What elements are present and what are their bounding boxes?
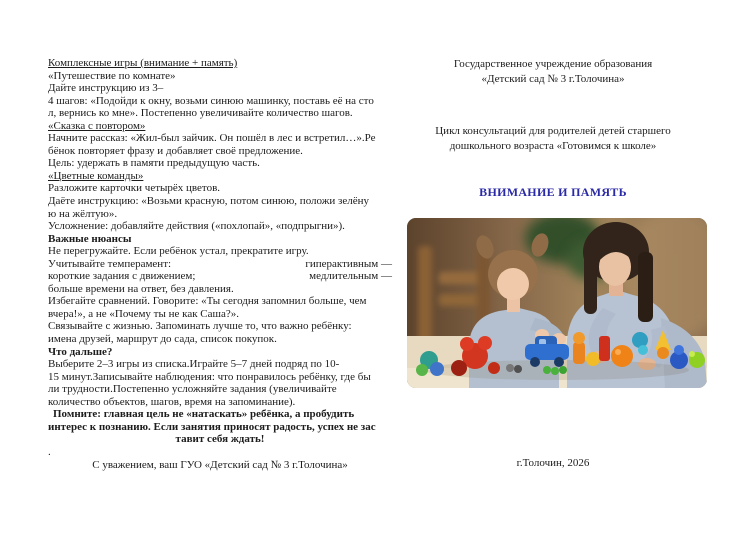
- org-line-1: Государственное учреждение образования: [453, 58, 653, 70]
- heading-important-nuances: Важные нюансы: [48, 232, 132, 245]
- text-line: Связывайте с жизнью. Запоминать лучше то, что важно ребёнку:: [48, 320, 352, 333]
- text-line-justified: [48, 270, 392, 283]
- photo-mother-child-playing: [407, 218, 707, 388]
- text-left: Учитывайте темперамент:: [48, 257, 172, 270]
- text-line: Начните рассказ: «Жил-был зайчик. Он пошёл в лес и встретил…».Ре: [48, 132, 376, 145]
- text-line: количество объектов, шагов, время на запоминание).: [48, 395, 296, 408]
- footer-place-year: г.Толочин, 2026: [516, 457, 590, 469]
- text-line-justified: [48, 258, 392, 271]
- text-line: Избегайте сравнений. Говорите: «Ты сегодня запомнил больше, чем: [48, 295, 367, 308]
- heading-complex-games: Комплексные игры (внимание + память): [48, 57, 238, 69]
- text-line: 15 минут.Записывайте наблюдения: что понравилось ребёнку, где бы: [48, 370, 371, 383]
- text-line: больше времени на ответ, без давления.: [48, 282, 234, 295]
- stray-dot: .: [48, 445, 51, 458]
- text-line: Выберите 2–3 игры из списка.Играйте 5–7 дней подряд по 10-: [48, 358, 340, 371]
- text-line: Усложнение: добавляйте действия («похлопай», «подпрыгни»).: [48, 220, 345, 233]
- text-line: 4 шагов: «Подойди к окну, возьми синюю машинку, поставь её на сто: [48, 94, 374, 107]
- text-line: Даёте инструкцию: «Возьми красную, потом синюю, положи зелёну: [48, 195, 369, 208]
- heading-color-commands: «Цветные команды»: [48, 169, 144, 182]
- reminder-bold-line: Помните: главная цель не «натаскать» ребёнка, а пробудить: [53, 408, 355, 421]
- text-line: вчера!», а не «Почему ты не как Саша?».: [48, 307, 239, 320]
- organization-name: [398, 57, 708, 87]
- series-line-1: Цикл консультаций для родителей детей старшего: [435, 125, 671, 137]
- reminder-bold-line: интерес к познанию. Если занятия приносят радость, успех не зас: [48, 420, 376, 433]
- text-line: л, вернись ко мне». Постепенно увеличивайте количество шагов.: [48, 107, 353, 120]
- series-line-2: дошкольного возраста «Готовимся к школе»: [449, 139, 657, 152]
- reminder-bold-line: тавит себя ждать!: [175, 433, 265, 446]
- text-right: гиперактивным —: [305, 257, 392, 270]
- text-line: Дайте инструкцию из 3–: [48, 82, 164, 95]
- text-right: медлительным —: [309, 270, 392, 283]
- text-line: Цель: удержать в памяти предыдущую часть.: [48, 157, 260, 170]
- heading-what-next: Что дальше?: [48, 345, 113, 358]
- left-column: [48, 57, 392, 471]
- text-line: ю на жёлтую».: [48, 207, 118, 220]
- text-line: Не перегружайте. Если ребёнок устал, прекратите игру.: [48, 245, 309, 258]
- text-line: ли трудности.Постепенно усложняйте задания (увеличивайте: [48, 383, 337, 396]
- photo-illustration: [407, 218, 707, 388]
- org-line-2: «Детский сад № 3 г.Толочина»: [481, 73, 625, 85]
- text-line: имена друзей, маршрут до сада, список покупок.: [48, 333, 277, 346]
- heading-fairytale-repeat: «Сказка с повтором»: [48, 119, 146, 132]
- text-line: бёнок повторяет фразу и добавляет своё предложение.: [48, 144, 303, 157]
- page-title: ВНИМАНИЕ И ПАМЯТЬ: [479, 185, 627, 199]
- series-subtitle: [398, 124, 708, 153]
- signature-line: С уважением, ваш ГУО «Детский сад № 3 г.Толочина»: [92, 458, 348, 471]
- text-left: короткие задания с движением;: [48, 270, 196, 283]
- right-column: [398, 57, 708, 517]
- text-line: Разложите карточки четырёх цветов.: [48, 182, 221, 195]
- text-line: «Путешествие по комнате»: [48, 69, 176, 82]
